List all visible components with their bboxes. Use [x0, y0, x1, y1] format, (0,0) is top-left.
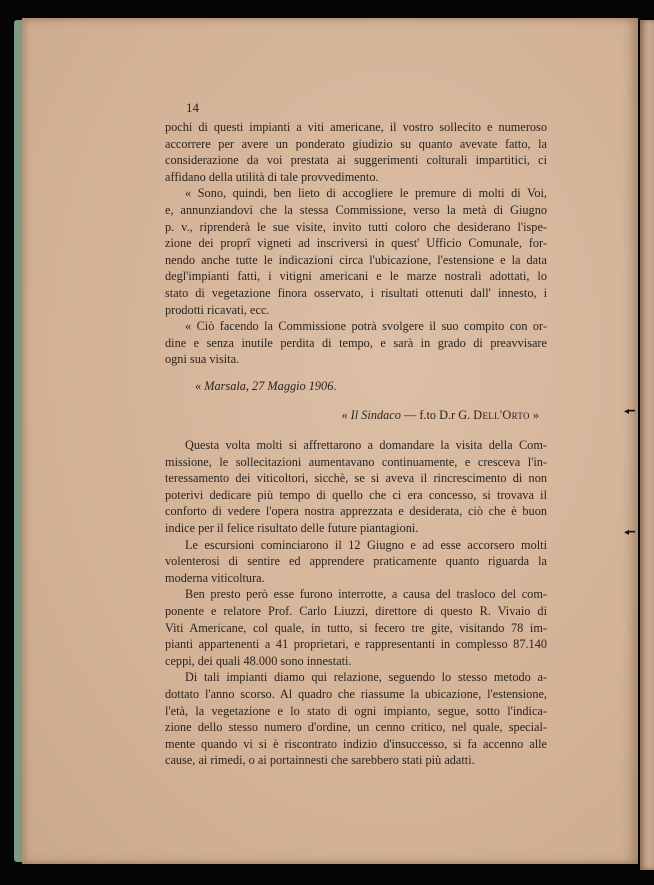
text-line: stato di vegetazione finora osservato, i risultati ottenuti dall' innesto, i — [165, 285, 547, 300]
text-line: zione dello stesso numero d'ordine, un cenno critico, nel quale, special- — [165, 720, 547, 735]
signature-close-quote: » — [529, 407, 539, 422]
text-line: « Ciò facendo la Commissione potrà svolgere il suo compito con or- — [185, 319, 547, 334]
body-paragraphs — [165, 437, 547, 769]
text-line: « Sono, quindi, ben lieto di accogliere le premure di molti di Voi, — [185, 186, 547, 201]
text-line: moderna viticoltura. — [165, 570, 265, 585]
paragraph — [165, 537, 547, 587]
letter-paragraphs — [165, 119, 547, 368]
text-line: prodotti ricavati, ecc. — [165, 302, 270, 317]
text-line: considerazione da voi prestata ai suggerimenti colturali impartitici, ci — [165, 153, 547, 168]
paragraph — [165, 586, 547, 669]
dateline-period: . — [333, 378, 337, 393]
text-line: ponente e relatore Prof. Carlo Liuzzi, direttore di questo R. Vivaio di — [165, 604, 547, 619]
signature-open-quote: « — [341, 407, 351, 422]
text-line: zione dei proprî vigneti ad inscriversi in quest' Ufficio Comunale, for- — [165, 236, 547, 251]
paragraph — [165, 119, 547, 185]
text-line: missione, le sollecitazioni aumentavano continuamente, e cresceva l'in- — [165, 454, 547, 469]
text-line: dottato l'anno scorso. Al quadro che riassume la ubicazione, l'estensione, — [165, 687, 547, 701]
dateline-text: Marsala, 27 Maggio 1906 — [204, 378, 334, 393]
page-number: 14 — [186, 100, 199, 115]
text-line: dine e senza inutile perdita di tempo, e sarà in grado di preavvisare — [165, 335, 547, 350]
paragraph — [165, 437, 547, 537]
text-line: Questa volta molti si affrettarono a domandare la visita della Com- — [185, 438, 547, 453]
text-line: volenterosi di sentire ed apprendere praticamente quanto riguarda la — [165, 554, 547, 569]
page-tab-marker: ◂━ — [624, 406, 636, 417]
paragraph — [165, 185, 547, 318]
text-line: Viti Americane, col quale, in tutto, si fecero tre gite, visitando 78 im- — [165, 620, 547, 635]
text-line: l'età, la vegetazione e lo stato di ogni impianto, segue, sotto l'indica- — [165, 703, 547, 718]
text-line: poterivi dedicare più tempo di quello che ci era concesso, si trovava il — [165, 487, 547, 502]
text-line: teressamento dei viticoltori, sicchè, se si aveva il rincrescimento di non — [165, 471, 547, 486]
text-line: indice per il felice risultato delle future piantagioni. — [165, 521, 419, 536]
adjacent-page-edge — [640, 20, 654, 870]
text-line: Ben presto però esse furono interrotte, a causa del trasloco del com- — [185, 587, 547, 602]
text-line: cause, ai rimedi, o ai portainnesti che sarebbero stati più adatti. — [165, 753, 475, 768]
page-tab-marker: ◂━ — [624, 527, 636, 538]
text-line: Di tali impianti diamo qui relazione, seguendo lo stesso metodo a- — [185, 670, 547, 685]
dateline-open-quote: « — [195, 378, 205, 393]
signature-line — [165, 407, 547, 424]
text-line: conforto di vedere l'opera nostra apprezzata e desiderata, ciò che è buon — [165, 504, 547, 519]
page-text — [165, 119, 547, 769]
text-line: pianti appartenenti a 41 proprietari, e rappresentanti in complesso 87.140 — [165, 637, 547, 652]
text-line: p. v., riprenderà le sue visite, invito tutti coloro che desiderano l'ispe- — [165, 219, 547, 234]
signature-title: Il Sindaco — [350, 407, 401, 422]
dateline — [195, 378, 547, 395]
paragraph — [165, 318, 547, 368]
signature-name: Dell'Orto — [473, 407, 530, 422]
text-line: nendo anche tutte le indicazioni circa l'ubicazione, l'estensione e la data — [165, 252, 547, 267]
text-line: Le escursioni cominciarono il 12 Giugno e ad esse accorsero molti — [185, 537, 547, 552]
text-line: mente quando vi si è riscontrato indizio d'insuccesso, si fa accenno alle — [165, 736, 547, 751]
text-line: affidano della utilità di tale provvedimento. — [165, 169, 379, 184]
paragraph — [165, 669, 547, 769]
text-line: e, annunziandovi che la stessa Commissione, verso la metà di Giugno — [165, 202, 547, 217]
text-line: accorrere per avere un ponderato giudizio su quanto avevate fatto, la — [165, 136, 547, 151]
text-line: ceppi, dei quali 48.000 sono innestati. — [165, 653, 352, 668]
text-line: pochi di questi impianti a viti americane, il vostro sollecito e numeroso — [165, 120, 547, 134]
text-line: degl'impianti fatti, i vitigni americani e le marze nostrali adottati, lo — [165, 269, 547, 284]
text-line: ogni sua visita. — [165, 352, 240, 367]
signature-credential: — f.to D.r G. — [400, 407, 474, 422]
